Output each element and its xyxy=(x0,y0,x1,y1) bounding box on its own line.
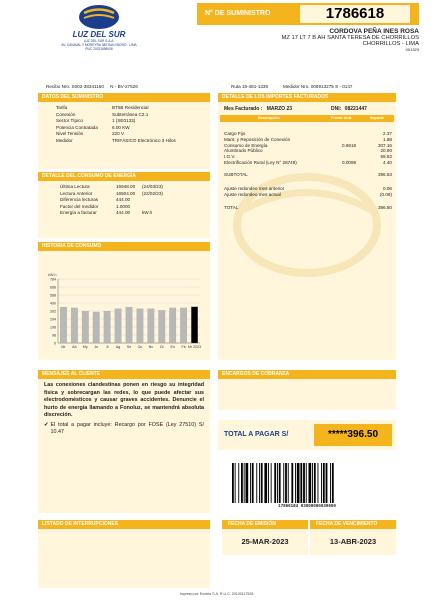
dni-value: 08221447 xyxy=(344,106,367,112)
customer-name: CORDOVA PEÑA INES ROSA xyxy=(329,28,419,35)
supply-number-box xyxy=(197,3,419,25)
barcode-number: 17866184 03000000039650 xyxy=(278,505,336,509)
x-tick-label: Ab xyxy=(72,345,77,349)
table-row: Diferencia lecturas 444.00 xyxy=(60,197,131,203)
barcode-bar xyxy=(250,463,251,503)
charge-row: I.G.V. 59.82 xyxy=(224,154,392,160)
cobranza-panel xyxy=(218,370,396,410)
emission-date: 25-MAR-2023 xyxy=(241,537,289,546)
chart-bar xyxy=(180,308,187,343)
y-tick-label: 0 xyxy=(54,341,56,346)
barcode-bar xyxy=(330,463,331,503)
x-tick-label: Jn xyxy=(94,345,99,349)
y-tick-label: 294 xyxy=(50,317,56,322)
chart-bar xyxy=(169,308,176,343)
table-row: Sector Típico 1 (SE0133) xyxy=(56,118,136,124)
chart-bar xyxy=(126,307,133,343)
interruptions-panel xyxy=(38,520,210,588)
messages-panel xyxy=(38,370,210,513)
pay-amount-box xyxy=(314,424,392,446)
barcode-bar xyxy=(288,463,289,503)
barcode-bar xyxy=(285,463,287,503)
y-unit-label: kW.h xyxy=(48,273,57,277)
table-row: Factor del medidor 1.0000 xyxy=(60,203,131,209)
barcode-bar xyxy=(261,463,263,503)
supply-number: 1786618 xyxy=(300,5,410,23)
customer-address: MZ 17 LT 7 B AH SANTA TERESA DE CHORRILLOS xyxy=(281,35,419,41)
chart-bar xyxy=(93,312,100,343)
chart-bar xyxy=(60,307,67,343)
cobranza-title: ENCARGOS DE COBRANZA xyxy=(218,370,396,379)
supply-data-panel xyxy=(38,93,210,169)
charge-row: Mant. y Reposición de Conexión 1.88 xyxy=(224,136,392,142)
chart-bar xyxy=(82,311,89,343)
footer-text: Impreso por Enotria S.A. R.U.C. 20100117526. xyxy=(179,592,255,596)
barcode-bar xyxy=(277,463,278,503)
emission-date-panel xyxy=(222,520,308,555)
due-date-label: FECHA DE VENCIMIENTO xyxy=(310,520,396,529)
barcode-bar xyxy=(303,463,305,503)
x-tick-label: Nv xyxy=(148,345,154,349)
logo-sun-icon xyxy=(62,4,136,30)
emission-date-label: FECHA DE EMISIÓN xyxy=(222,520,308,529)
supply-label: N° DE SUMINISTRO xyxy=(205,10,271,17)
barcode-bar xyxy=(259,463,260,503)
due-date-panel xyxy=(310,520,396,555)
barcode-bar xyxy=(312,463,313,503)
table-row: Lectura Anterior 16504.00 (22/02/23) xyxy=(60,190,163,196)
barcode-bar xyxy=(264,463,267,503)
chart-bar xyxy=(137,309,144,343)
barcode-bar xyxy=(306,463,307,503)
receipt-line xyxy=(46,84,416,89)
customer-district: CHORRILLOS - LIMA xyxy=(362,41,419,47)
y-tick-label: 98 xyxy=(52,333,56,338)
table-row: Última Lectura 16948.00 (24/03/23) xyxy=(60,184,163,189)
barcode-bar xyxy=(318,463,319,503)
pay-amount: *****396.50 xyxy=(327,429,379,440)
recibo-nbv: N - BV-27526 xyxy=(110,84,138,89)
adjust-row: Ajuste redondeo mes anterior 0.06 xyxy=(224,185,392,191)
supply-data-title: DATOS DEL SUMINISTRO xyxy=(38,93,210,102)
barcode-bar xyxy=(241,463,243,503)
barcode-bar xyxy=(244,463,245,503)
barcode-icon xyxy=(232,463,382,503)
table-row: Energía a facturar 444.00 kW.h xyxy=(60,210,153,216)
history-title: HISTORIA DE CONSUMO xyxy=(38,242,210,251)
barcode-bar xyxy=(295,463,296,503)
barcode-panel xyxy=(218,455,396,515)
supply-data-table xyxy=(56,105,176,145)
logo-text: LUZ DEL SUR xyxy=(72,30,126,39)
due-date: 13-ABR-2023 xyxy=(329,537,377,546)
charge-row: Consumo de Energía 0.6918 307.16 xyxy=(224,142,392,148)
charges-table-header: Descripción Precio Unit. Importe xyxy=(220,115,394,122)
barcode-bar xyxy=(323,463,325,503)
barcode-bar xyxy=(314,463,316,503)
recibo-number: Recibo Nro. S002-38341160 xyxy=(46,84,104,89)
barcode-bar xyxy=(291,463,293,503)
pay-label: TOTAL A PAGAR S/ xyxy=(224,431,289,438)
table-row: Potencia Contratada 6.00 KW xyxy=(56,124,130,130)
table-row: Tarifa BT5B Residencial xyxy=(56,105,149,110)
barcode-bar xyxy=(326,463,328,503)
barcode-bar xyxy=(283,463,284,503)
x-tick-label: Oc xyxy=(137,345,143,349)
charge-row: Cargo Fijo 2.37 xyxy=(224,131,392,136)
x-tick-label: Mr xyxy=(61,345,66,349)
chart-bar xyxy=(71,308,78,343)
customer-block xyxy=(282,28,419,52)
barcode-bar xyxy=(274,463,276,503)
history-panel xyxy=(38,242,210,360)
billed-month: MARZO 23 xyxy=(266,106,293,112)
barcode-bar xyxy=(238,463,239,503)
barcode-bar xyxy=(309,463,312,503)
x-tick-label: Mr 2023 xyxy=(187,345,202,349)
barcode-bar xyxy=(297,463,300,503)
charge-row: Electrificación Rural (Ley N° 28749) 0.0099 4.40 xyxy=(224,159,392,165)
chart-bar xyxy=(191,307,198,343)
barcode-bar xyxy=(268,463,269,503)
x-tick-label: Ag xyxy=(115,345,121,349)
y-tick-label: 588 xyxy=(50,293,56,298)
consumption-table xyxy=(60,184,163,217)
chart-bar xyxy=(148,309,155,343)
barcode-bar xyxy=(279,463,281,503)
charges-panel: DETALLE DE LOS IMPORTES FACTURADOS Mes Facturado : MARZO 23 DNI: 08221447 Descripción Precio Unit. Importe Cargo Fijo 2.37 Mant. y Reposición de Conexión 1.88 Consumo de Energía 0.6918 307.16 Alumbrado Público 20.90 I.G.V. 59.82 Electrificación Rural (Ley N° 28749) 0.0099 4.40 SUBTOTAL 396.53 Ajuste redondeo mes anterior 0.06 Ajuste redondeo mes actual (0.09) TOTAL 396.50 xyxy=(218,93,396,360)
barcode-bar xyxy=(246,463,249,503)
pay-panel xyxy=(218,420,396,450)
chart-bar xyxy=(158,310,165,343)
charges-lines xyxy=(224,131,392,211)
barcode-bar xyxy=(232,463,234,503)
interruptions-title: LISTADO DE INTERRUPCIONES xyxy=(38,520,210,529)
charges-title: DETALLE DE LOS IMPORTES FACTURADOS xyxy=(218,93,396,102)
messages-bold: Las conexiones clandestinas ponen en riesgo su integridad física y sobrecargan las redes, lo que puede afectar sus electrodomésticos y causar graves accidentes. Denuncie el hurto de energía llamando a Fonoluz, se mantendrá absoluta discreción. xyxy=(44,382,204,419)
total-row: TOTAL 396.50 xyxy=(224,205,392,211)
messages-title: MENSAJES AL CLIENTE xyxy=(38,370,210,379)
barcode-bar xyxy=(271,463,272,503)
x-tick-label: My xyxy=(82,345,88,349)
barcode-bar xyxy=(332,463,334,503)
x-tick-label: En xyxy=(170,345,175,349)
medidor-number: Medidor Nro. 006913275 S - 0147 xyxy=(283,84,353,89)
barcode-bar xyxy=(321,463,322,503)
adjust-row: Ajuste redondeo mes actual (0.09) xyxy=(224,191,392,197)
check-icon: ✔ xyxy=(44,421,49,428)
table-row: Medidor TRIFÁSICO Electrónico 3 Hilos xyxy=(56,137,176,143)
x-tick-label: Se xyxy=(126,345,132,349)
charge-row: Alumbrado Público 20.90 xyxy=(224,148,392,154)
consumption-title: DETALLE DEL CONSUMO DE ENERGÍA xyxy=(38,172,210,181)
chart-bar xyxy=(115,309,122,343)
x-tick-label: Jl xyxy=(105,345,109,349)
customer-code: 001323 xyxy=(405,47,419,52)
barcode-bar xyxy=(300,463,302,503)
barcode-bar xyxy=(256,463,257,503)
company-info: LUZ DEL SUR S.A.A. AV. CANAVAL Y MOREYRA 380 SAN ISIDRO - LIMA RUC 20331898008 xyxy=(61,39,137,51)
table-row: Nivel Tensión 220 V xyxy=(56,131,125,137)
y-tick-label: 392 xyxy=(50,309,56,314)
table-row: Conexión Subterránea C2.1 xyxy=(56,111,149,117)
ruta: Ruta 16-481-1336 xyxy=(231,84,269,89)
x-tick-label: Fb xyxy=(181,345,186,349)
consumption-chart xyxy=(38,255,210,355)
subtotal-row: SUBTOTAL 396.53 xyxy=(224,171,392,177)
fose-note: El total a pagar incluye: Recargo por FOSE (Ley 27510) S/ 10.47 xyxy=(50,421,204,436)
chart-bar xyxy=(104,311,111,343)
x-tick-label: Di xyxy=(160,345,164,349)
y-tick-label: 196 xyxy=(50,325,56,330)
barcode-bar xyxy=(235,463,236,503)
company-logo xyxy=(62,4,136,30)
barcode-bar xyxy=(252,463,254,503)
y-tick-label: 490 xyxy=(50,301,56,306)
y-tick-label: 784 xyxy=(50,277,56,282)
consumption-panel xyxy=(38,172,210,238)
y-tick-label: 686 xyxy=(50,285,56,290)
